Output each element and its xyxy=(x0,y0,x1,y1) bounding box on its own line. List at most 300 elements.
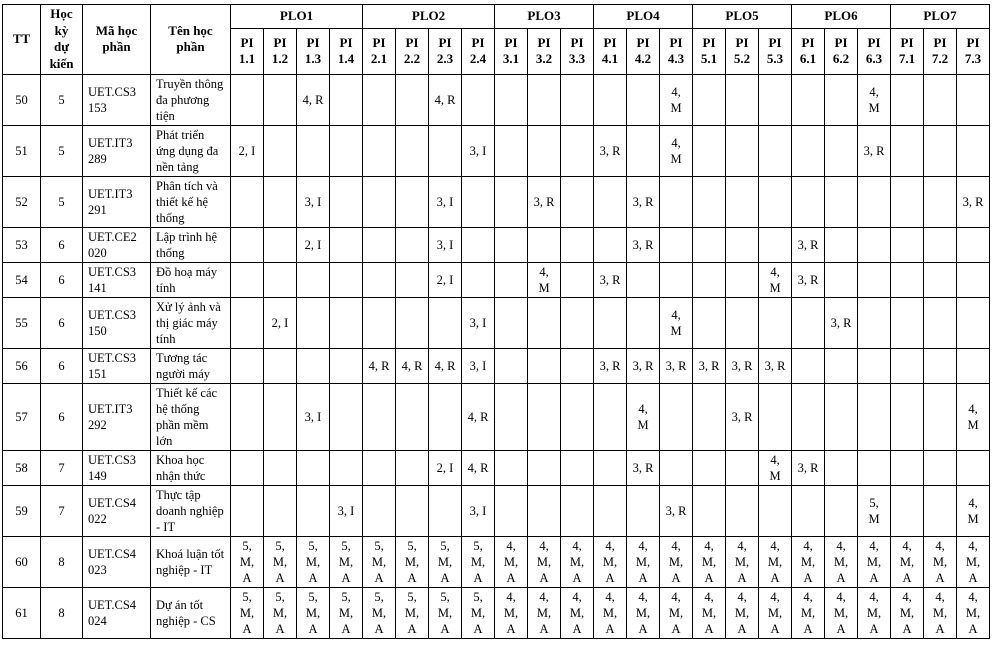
pi-cell xyxy=(858,176,891,227)
pi-cell: 3, R xyxy=(660,348,693,383)
pi-cell xyxy=(231,297,264,348)
pi-cell: 4, M, A xyxy=(825,536,858,587)
row-tt: 58 xyxy=(3,450,41,485)
pi-cell xyxy=(924,485,957,536)
pi-cell xyxy=(231,348,264,383)
pi-cell xyxy=(297,348,330,383)
pi-cell xyxy=(231,176,264,227)
pi-cell xyxy=(858,383,891,450)
pi-cell xyxy=(363,227,396,262)
plo-group-header: PLO6 xyxy=(792,5,891,29)
pi-cell xyxy=(858,450,891,485)
pi-cell xyxy=(693,383,726,450)
table-row xyxy=(3,262,990,297)
pi-cell xyxy=(264,485,297,536)
col-header-code: Mã học phần xyxy=(83,5,151,75)
pi-cell xyxy=(462,262,495,297)
pi-cell xyxy=(264,383,297,450)
pi-cell xyxy=(231,383,264,450)
table-row xyxy=(3,227,990,262)
pi-cell: 3, I xyxy=(462,348,495,383)
pi-cell: 2, I xyxy=(231,125,264,176)
pi-cell xyxy=(495,297,528,348)
pi-cell: 3, I xyxy=(462,485,495,536)
table-row xyxy=(3,536,990,587)
pi-cell: 4, M, A xyxy=(561,536,594,587)
table-row xyxy=(3,74,990,125)
pi-cell xyxy=(561,383,594,450)
row-semester: 6 xyxy=(41,297,83,348)
pi-cell: 3, R xyxy=(858,125,891,176)
pi-cell xyxy=(561,262,594,297)
pi-cell xyxy=(528,348,561,383)
pi-header: PI 4.1 xyxy=(594,29,627,74)
pi-cell: 4, M, A xyxy=(660,587,693,638)
pi-cell: 5, M xyxy=(858,485,891,536)
pi-cell xyxy=(330,348,363,383)
pi-cell xyxy=(594,450,627,485)
row-tt: 55 xyxy=(3,297,41,348)
pi-cell xyxy=(297,297,330,348)
pi-cell xyxy=(396,485,429,536)
pi-cell: 5, M, A xyxy=(297,536,330,587)
pi-cell xyxy=(957,348,990,383)
col-header-semester: Học kỳ dự kiến xyxy=(41,5,83,75)
course-code: UET.CS3 141 xyxy=(83,262,151,297)
pi-cell xyxy=(627,297,660,348)
pi-header: PI 1.3 xyxy=(297,29,330,74)
pi-cell xyxy=(726,176,759,227)
pi-cell xyxy=(693,74,726,125)
pi-cell xyxy=(495,450,528,485)
pi-cell: 5, M, A xyxy=(297,587,330,638)
pi-cell: 4, M xyxy=(660,297,693,348)
pi-cell xyxy=(627,485,660,536)
pi-cell xyxy=(891,74,924,125)
pi-cell xyxy=(660,227,693,262)
pi-cell xyxy=(363,74,396,125)
pi-cell xyxy=(924,348,957,383)
pi-cell: 4, M, A xyxy=(891,536,924,587)
pi-cell xyxy=(825,227,858,262)
course-code: UET.CE2 020 xyxy=(83,227,151,262)
pi-cell: 4, M, A xyxy=(627,587,660,638)
pi-cell: 4, M, A xyxy=(825,587,858,638)
pi-cell: 4, R xyxy=(396,348,429,383)
pi-cell xyxy=(231,450,264,485)
pi-cell xyxy=(792,485,825,536)
pi-cell xyxy=(363,125,396,176)
pi-cell xyxy=(363,450,396,485)
pi-cell xyxy=(858,348,891,383)
pi-cell xyxy=(693,125,726,176)
pi-cell: 4, M xyxy=(627,383,660,450)
row-semester: 5 xyxy=(41,74,83,125)
pi-header: PI 7.1 xyxy=(891,29,924,74)
pi-header: PI 3.1 xyxy=(495,29,528,74)
pi-cell: 4, M, A xyxy=(495,536,528,587)
pi-cell xyxy=(924,74,957,125)
pi-cell xyxy=(264,450,297,485)
pi-cell: 5, M, A xyxy=(396,587,429,638)
pi-cell xyxy=(330,450,363,485)
pi-cell: 4, R xyxy=(462,383,495,450)
pi-cell xyxy=(363,176,396,227)
pi-cell: 4, M, A xyxy=(957,587,990,638)
pi-cell xyxy=(891,383,924,450)
pi-cell: 3, R xyxy=(792,262,825,297)
row-tt: 53 xyxy=(3,227,41,262)
pi-header: PI 1.2 xyxy=(264,29,297,74)
pi-cell xyxy=(759,297,792,348)
course-name: Dự án tốt nghiệp - CS xyxy=(151,587,231,638)
pi-cell xyxy=(561,227,594,262)
pi-cell: 4, M xyxy=(660,74,693,125)
pi-cell xyxy=(330,227,363,262)
pi-cell: 5, M, A xyxy=(330,536,363,587)
pi-cell xyxy=(561,450,594,485)
pi-cell xyxy=(792,74,825,125)
pi-cell xyxy=(891,262,924,297)
pi-cell xyxy=(792,383,825,450)
pi-cell xyxy=(528,227,561,262)
pi-cell xyxy=(462,227,495,262)
pi-cell: 4, M, A xyxy=(858,587,891,638)
pi-cell xyxy=(330,125,363,176)
pi-cell: 3, I xyxy=(330,485,363,536)
pi-cell xyxy=(264,125,297,176)
pi-cell xyxy=(429,485,462,536)
table-row xyxy=(3,485,990,536)
pi-cell xyxy=(726,485,759,536)
pi-cell xyxy=(495,125,528,176)
pi-cell xyxy=(594,383,627,450)
row-tt: 50 xyxy=(3,74,41,125)
pi-cell: 3, I xyxy=(462,297,495,348)
pi-cell: 4, M, A xyxy=(726,536,759,587)
pi-cell: 4, R xyxy=(429,348,462,383)
pi-cell xyxy=(693,450,726,485)
pi-cell xyxy=(363,383,396,450)
pi-header: PI 3.2 xyxy=(528,29,561,74)
pi-cell xyxy=(957,262,990,297)
pi-cell xyxy=(759,227,792,262)
pi-cell: 3, R xyxy=(594,262,627,297)
pi-cell xyxy=(825,485,858,536)
course-code: UET.CS3 149 xyxy=(83,450,151,485)
pi-header: PI 3.3 xyxy=(561,29,594,74)
pi-cell xyxy=(330,262,363,297)
pi-cell xyxy=(660,262,693,297)
pi-cell xyxy=(825,176,858,227)
pi-cell xyxy=(330,297,363,348)
pi-cell xyxy=(957,125,990,176)
pi-cell xyxy=(297,450,330,485)
pi-cell xyxy=(924,125,957,176)
table-row xyxy=(3,348,990,383)
course-code: UET.IT3 289 xyxy=(83,125,151,176)
pi-cell xyxy=(660,383,693,450)
pi-cell: 4, M, A xyxy=(693,587,726,638)
pi-cell: 4, M, A xyxy=(924,587,957,638)
pi-cell xyxy=(858,262,891,297)
pi-cell xyxy=(792,125,825,176)
pi-header: PI 2.3 xyxy=(429,29,462,74)
pi-cell xyxy=(297,125,330,176)
pi-cell xyxy=(825,348,858,383)
pi-cell: 4, M, A xyxy=(858,536,891,587)
pi-cell: 4, M xyxy=(957,485,990,536)
pi-cell: 3, R xyxy=(957,176,990,227)
row-tt: 54 xyxy=(3,262,41,297)
row-tt: 52 xyxy=(3,176,41,227)
pi-cell: 4, M, A xyxy=(792,536,825,587)
pi-cell: 3, I xyxy=(462,125,495,176)
pi-cell xyxy=(264,348,297,383)
pi-cell xyxy=(594,485,627,536)
pi-cell: 4, R xyxy=(462,450,495,485)
pi-cell: 4, M, A xyxy=(924,536,957,587)
pi-header: PI 1.1 xyxy=(231,29,264,74)
table-row xyxy=(3,587,990,638)
pi-cell xyxy=(396,176,429,227)
pi-cell: 3, I xyxy=(429,227,462,262)
pi-cell: 5, M, A xyxy=(363,536,396,587)
col-header-name: Tên học phần xyxy=(151,5,231,75)
pi-cell: 4, M, A xyxy=(891,587,924,638)
pi-cell: 5, M, A xyxy=(264,536,297,587)
pi-cell: 5, M, A xyxy=(396,536,429,587)
pi-cell xyxy=(561,297,594,348)
pi-cell xyxy=(726,74,759,125)
pi-cell xyxy=(396,227,429,262)
pi-cell xyxy=(495,383,528,450)
pi-cell xyxy=(759,125,792,176)
pi-cell xyxy=(363,262,396,297)
table-row xyxy=(3,125,990,176)
pi-cell xyxy=(396,262,429,297)
pi-cell: 2, I xyxy=(297,227,330,262)
pi-cell xyxy=(495,348,528,383)
table-body xyxy=(3,74,990,638)
pi-cell xyxy=(693,176,726,227)
pi-cell: 4, M, A xyxy=(528,536,561,587)
pi-cell: 3, R xyxy=(627,227,660,262)
pi-cell xyxy=(957,74,990,125)
pi-cell xyxy=(594,227,627,262)
pi-cell: 4, M xyxy=(759,262,792,297)
pi-cell: 2, I xyxy=(429,450,462,485)
pi-cell xyxy=(462,74,495,125)
pi-cell: 4, M, A xyxy=(693,536,726,587)
pi-cell: 3, R xyxy=(759,348,792,383)
pi-cell: 4, M xyxy=(858,74,891,125)
pi-cell xyxy=(528,74,561,125)
pi-cell xyxy=(396,297,429,348)
pi-cell xyxy=(660,450,693,485)
pi-cell: 4, M, A xyxy=(726,587,759,638)
pi-cell xyxy=(363,297,396,348)
row-tt: 61 xyxy=(3,587,41,638)
pi-cell xyxy=(594,74,627,125)
pi-cell xyxy=(264,262,297,297)
course-name: Khoá luận tốt nghiệp - IT xyxy=(151,536,231,587)
pi-cell: 3, R xyxy=(726,348,759,383)
pi-cell: 4, M, A xyxy=(627,536,660,587)
pi-cell xyxy=(429,125,462,176)
pi-cell xyxy=(231,485,264,536)
pi-cell xyxy=(891,450,924,485)
pi-cell xyxy=(363,485,396,536)
pi-cell xyxy=(528,485,561,536)
pi-cell: 3, R xyxy=(594,125,627,176)
pi-cell: 4, R xyxy=(363,348,396,383)
pi-cell xyxy=(561,176,594,227)
course-name: Truyền thông đa phương tiện xyxy=(151,74,231,125)
pi-cell xyxy=(726,262,759,297)
pi-cell xyxy=(264,227,297,262)
pi-header: PI 5.2 xyxy=(726,29,759,74)
pi-cell: 4, M, A xyxy=(957,536,990,587)
course-code: UET.CS4 023 xyxy=(83,536,151,587)
row-semester: 5 xyxy=(41,176,83,227)
pi-header: PI 4.2 xyxy=(627,29,660,74)
pi-cell xyxy=(231,227,264,262)
pi-header: PI 6.2 xyxy=(825,29,858,74)
pi-cell xyxy=(330,383,363,450)
pi-cell xyxy=(825,125,858,176)
course-name: Đồ hoạ máy tính xyxy=(151,262,231,297)
row-semester: 8 xyxy=(41,587,83,638)
pi-cell: 4, R xyxy=(429,74,462,125)
pi-cell xyxy=(726,297,759,348)
row-semester: 7 xyxy=(41,485,83,536)
table-row xyxy=(3,383,990,450)
pi-header: PI 4.3 xyxy=(660,29,693,74)
pi-cell xyxy=(759,176,792,227)
pi-cell xyxy=(792,297,825,348)
pi-cell: 5, M, A xyxy=(462,587,495,638)
course-code: UET.CS3 151 xyxy=(83,348,151,383)
row-tt: 60 xyxy=(3,536,41,587)
pi-cell: 5, M, A xyxy=(462,536,495,587)
course-name: Thiết kế các hệ thống phần mềm lớn xyxy=(151,383,231,450)
pi-cell xyxy=(891,176,924,227)
pi-cell: 3, I xyxy=(429,176,462,227)
pi-cell xyxy=(231,74,264,125)
pi-cell xyxy=(264,176,297,227)
row-semester: 7 xyxy=(41,450,83,485)
course-name: Khoa học nhận thức xyxy=(151,450,231,485)
pi-cell: 3, R xyxy=(528,176,561,227)
pi-cell xyxy=(528,450,561,485)
plo-group-header: PLO1 xyxy=(231,5,363,29)
course-name: Thực tập doanh nghiệp - IT xyxy=(151,485,231,536)
pi-cell xyxy=(726,125,759,176)
pi-cell xyxy=(825,383,858,450)
pi-cell xyxy=(231,262,264,297)
pi-cell xyxy=(297,262,330,297)
course-name: Tương tác người máy xyxy=(151,348,231,383)
pi-cell xyxy=(924,176,957,227)
pi-cell: 5, M, A xyxy=(429,587,462,638)
pi-cell xyxy=(792,176,825,227)
course-code: UET.CS3 150 xyxy=(83,297,151,348)
row-tt: 59 xyxy=(3,485,41,536)
pi-cell xyxy=(891,227,924,262)
table-row xyxy=(3,176,990,227)
pi-cell xyxy=(924,297,957,348)
pi-cell xyxy=(561,74,594,125)
pi-cell: 4, M, A xyxy=(660,536,693,587)
pi-cell xyxy=(561,125,594,176)
pi-cell: 3, I xyxy=(297,383,330,450)
course-code: UET.CS3 153 xyxy=(83,74,151,125)
pi-cell xyxy=(924,450,957,485)
pi-cell xyxy=(792,348,825,383)
pi-cell: 5, M, A xyxy=(429,536,462,587)
pi-cell xyxy=(825,262,858,297)
pi-cell xyxy=(660,176,693,227)
pi-cell: 3, R xyxy=(627,348,660,383)
pi-header: PI 5.1 xyxy=(693,29,726,74)
pi-cell: 2, I xyxy=(264,297,297,348)
pi-cell: 3, I xyxy=(297,176,330,227)
pi-cell xyxy=(891,485,924,536)
pi-header: PI 2.4 xyxy=(462,29,495,74)
pi-cell xyxy=(693,297,726,348)
pi-header: PI 2.2 xyxy=(396,29,429,74)
pi-cell xyxy=(627,262,660,297)
plo-group-header: PLO7 xyxy=(891,5,990,29)
pi-cell xyxy=(957,450,990,485)
pi-cell xyxy=(495,227,528,262)
pi-cell xyxy=(858,297,891,348)
pi-cell: 4, M xyxy=(759,450,792,485)
row-tt: 57 xyxy=(3,383,41,450)
pi-cell xyxy=(627,74,660,125)
pi-cell: 4, R xyxy=(297,74,330,125)
pi-cell xyxy=(693,262,726,297)
pi-cell: 4, M, A xyxy=(759,536,792,587)
row-semester: 5 xyxy=(41,125,83,176)
pi-cell xyxy=(627,125,660,176)
pi-cell xyxy=(759,383,792,450)
pi-cell: 5, M, A xyxy=(264,587,297,638)
pi-cell xyxy=(561,348,594,383)
pi-cell xyxy=(759,485,792,536)
pi-cell xyxy=(561,485,594,536)
pi-cell xyxy=(594,176,627,227)
pi-cell xyxy=(594,297,627,348)
plo-group-header: PLO2 xyxy=(363,5,495,29)
pi-cell: 2, I xyxy=(429,262,462,297)
pi-cell xyxy=(429,383,462,450)
pi-cell xyxy=(429,297,462,348)
pi-cell: 4, M, A xyxy=(759,587,792,638)
pi-cell xyxy=(957,227,990,262)
pi-header: PI 7.3 xyxy=(957,29,990,74)
pi-cell xyxy=(528,297,561,348)
pi-cell: 5, M, A xyxy=(231,536,264,587)
course-name: Phát triển ứng dụng đa nền tảng xyxy=(151,125,231,176)
course-code: UET.CS4 024 xyxy=(83,587,151,638)
pi-header: PI 5.3 xyxy=(759,29,792,74)
pi-header: PI 2.1 xyxy=(363,29,396,74)
plo-mapping-table xyxy=(2,4,990,639)
pi-header: PI 1.4 xyxy=(330,29,363,74)
pi-cell xyxy=(396,450,429,485)
